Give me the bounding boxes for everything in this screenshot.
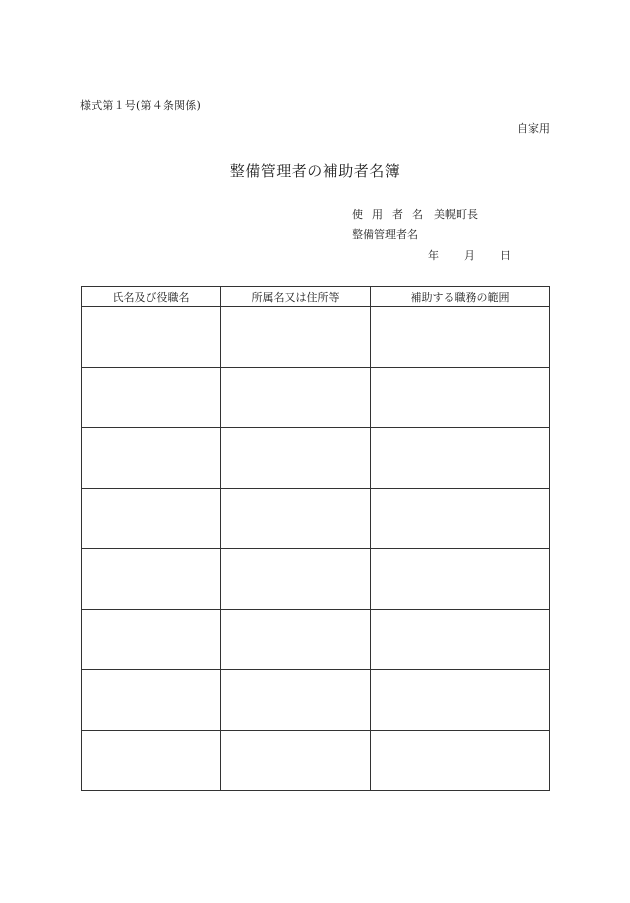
table-header-row	[82, 287, 550, 307]
table-row	[82, 670, 550, 731]
table-cell[interactable]	[221, 730, 371, 791]
form-number: 様式第１号(第４条関係)	[80, 99, 201, 112]
document-title: 整備管理者の補助者名簿	[229, 162, 401, 180]
table-cell[interactable]	[221, 609, 371, 670]
date-month-label: 月	[464, 249, 475, 262]
column-header-duty-scope: 補助する職務の範囲	[371, 287, 550, 307]
date-year-label: 年	[428, 249, 439, 262]
manager-name-row	[352, 226, 418, 242]
user-name-row	[352, 206, 478, 222]
table-cell[interactable]	[82, 549, 221, 610]
table-cell[interactable]	[371, 609, 550, 670]
table-cell[interactable]	[221, 428, 371, 489]
table-cell[interactable]	[371, 367, 550, 428]
date-day-label: 日	[500, 249, 511, 262]
table-row	[82, 488, 550, 549]
table-cell[interactable]	[82, 609, 221, 670]
table-row	[82, 428, 550, 489]
table-cell[interactable]	[371, 488, 550, 549]
column-header-name-title: 氏名及び役職名	[82, 287, 221, 307]
table-body	[82, 307, 550, 791]
table-cell[interactable]	[371, 549, 550, 610]
table-cell[interactable]	[82, 307, 221, 368]
table-row	[82, 549, 550, 610]
table-cell[interactable]	[82, 670, 221, 731]
table-cell[interactable]	[82, 428, 221, 489]
date-row	[428, 247, 511, 263]
table-row	[82, 730, 550, 791]
user-name-label: 使用者名	[352, 208, 432, 221]
table-cell[interactable]	[371, 670, 550, 731]
assistant-roster-table	[81, 286, 550, 791]
user-name-value: 美幌町長	[434, 208, 478, 221]
table-cell[interactable]	[82, 367, 221, 428]
table-cell[interactable]	[221, 670, 371, 731]
table-cell[interactable]	[371, 307, 550, 368]
table-cell[interactable]	[82, 488, 221, 549]
table-row	[82, 609, 550, 670]
table-cell[interactable]	[221, 367, 371, 428]
table-cell[interactable]	[221, 488, 371, 549]
table-cell[interactable]	[221, 549, 371, 610]
table-cell[interactable]	[82, 730, 221, 791]
column-header-affiliation: 所属名又は住所等	[221, 287, 371, 307]
table-cell[interactable]	[221, 307, 371, 368]
table-row	[82, 307, 550, 368]
usage-label: 自家用	[517, 122, 550, 135]
table-cell[interactable]	[371, 730, 550, 791]
table-row	[82, 367, 550, 428]
table-cell[interactable]	[371, 428, 550, 489]
manager-name-label: 整備管理者名	[352, 228, 418, 241]
